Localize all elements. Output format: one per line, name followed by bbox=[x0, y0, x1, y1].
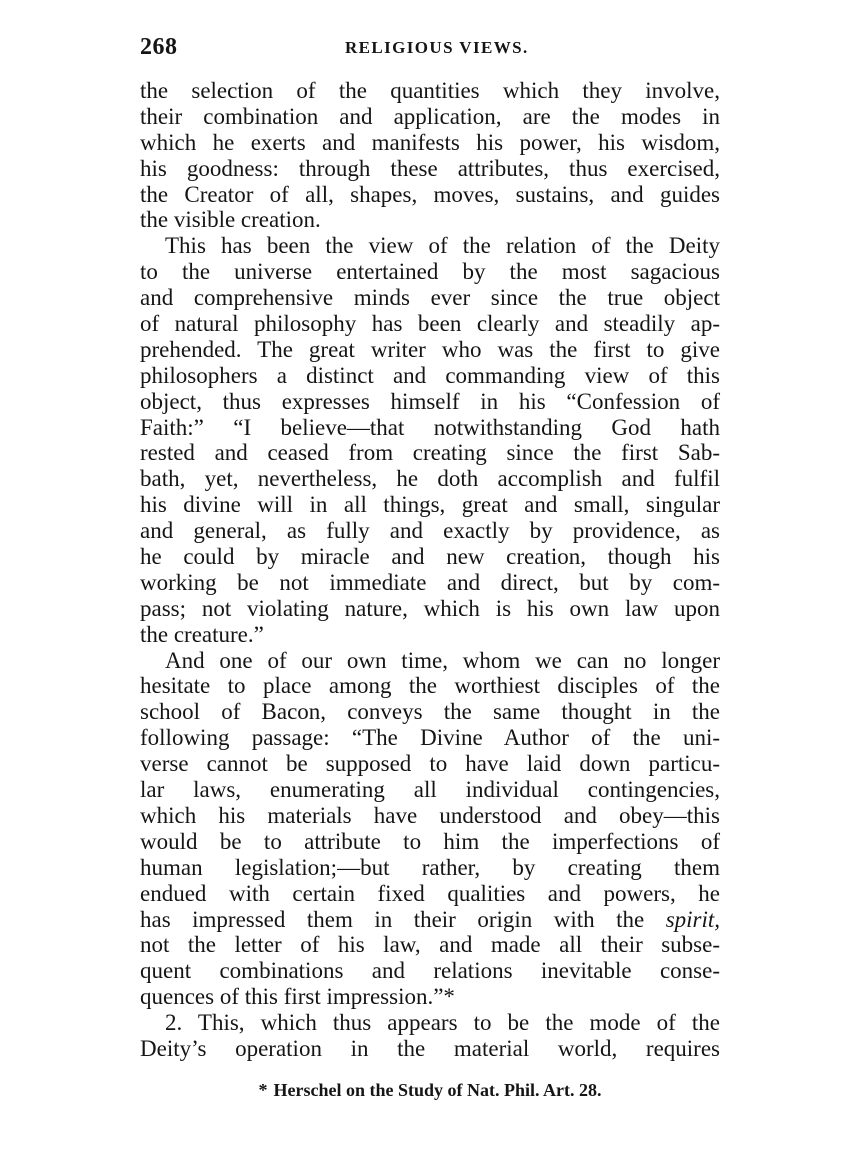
text-line-with-italic bbox=[140, 907, 720, 933]
text-line: of natural philosophy has been clearly and steadily ap- bbox=[140, 311, 720, 337]
text-line: lar laws, enumerating all individual contingencies, bbox=[140, 777, 720, 803]
italic-word: spirit, bbox=[665, 906, 721, 932]
footnote-marker: * bbox=[258, 1080, 268, 1100]
text-line: hesitate to place among the worthiest disciples of the bbox=[140, 673, 720, 699]
text-line: not the letter of his law, and made all their subse- bbox=[140, 932, 720, 958]
text-line: working be not immediate and direct, but by com- bbox=[140, 569, 720, 595]
paragraph-start-line: This has been the view of the relation of the Deity bbox=[165, 233, 720, 259]
text-line: quences of this first impression.”* bbox=[140, 984, 455, 1010]
footnote bbox=[140, 1080, 720, 1101]
text-line: the selection of the quantities which they involve, bbox=[140, 78, 720, 103]
text-line: bath, yet, nevertheless, he doth accomplish and fulfil bbox=[140, 466, 720, 492]
text-line: pass; not violating nature, which is his own law upon bbox=[140, 595, 720, 621]
text-line: human legislation;—but rather, by creating them bbox=[140, 854, 720, 880]
text-line: his divine will in all things, great and small, singular bbox=[140, 492, 720, 518]
text-line: school of Bacon, conveys the same thought in the bbox=[140, 699, 720, 725]
text-line: verse cannot be supposed to have laid down particu- bbox=[140, 751, 720, 777]
running-head bbox=[140, 34, 720, 64]
text-line: the Creator of all, shapes, moves, sustains, and guides bbox=[140, 181, 720, 207]
text-line: Deity’s operation in the material world, requires bbox=[140, 1035, 720, 1061]
text-line: and general, as fully and exactly by providence, as bbox=[140, 518, 720, 544]
text-line: rested and ceased from creating since the first Sab- bbox=[140, 440, 720, 466]
footnote-text: Herschel on the Study of Nat. Phil. Art. 28. bbox=[273, 1080, 602, 1100]
text-segment: has impressed them in their origin with the bbox=[140, 906, 645, 932]
text-line: to the universe entertained by the most sagacious bbox=[140, 259, 720, 285]
text-line: he could by miracle and new creation, though his bbox=[140, 544, 720, 570]
text-line: their combination and application, are the modes in bbox=[140, 103, 720, 129]
text-line: prehended. The great writer who was the first to give bbox=[140, 336, 720, 362]
body-text bbox=[140, 78, 720, 1062]
paragraph-start-line: And one of our own time, whom we can no longer bbox=[165, 647, 720, 673]
paragraph-start-line: 2. This, which thus appears to be the mode of the bbox=[165, 1010, 720, 1036]
text-line: philosophers a distinct and commanding view of this bbox=[140, 362, 720, 388]
text-line: his goodness: through these attributes, thus exercised, bbox=[140, 155, 720, 181]
text-line: quent combinations and relations inevitable conse- bbox=[140, 958, 720, 984]
text-line: following passage: “The Divine Author of the uni- bbox=[140, 725, 720, 751]
text-line: the creature.” bbox=[140, 621, 264, 647]
text-line: which his materials have understood and obey—this bbox=[140, 802, 720, 828]
running-title: RELIGIOUS VIEWS. bbox=[345, 38, 529, 57]
text-line: and comprehensive minds ever since the true object bbox=[140, 285, 720, 311]
text-line: object, thus expresses himself in his “Confession of bbox=[140, 388, 720, 414]
text-line: Faith:” “I believe—that notwithstanding God hath bbox=[140, 414, 720, 440]
text-line: the visible creation. bbox=[140, 207, 321, 233]
page-number: 268 bbox=[140, 34, 178, 60]
text-line: would be to attribute to him the imperfections of bbox=[140, 828, 720, 854]
text-line: which he exerts and manifests his power, his wisdom, bbox=[140, 129, 720, 155]
text-line: endued with certain fixed qualities and powers, he bbox=[140, 880, 720, 906]
